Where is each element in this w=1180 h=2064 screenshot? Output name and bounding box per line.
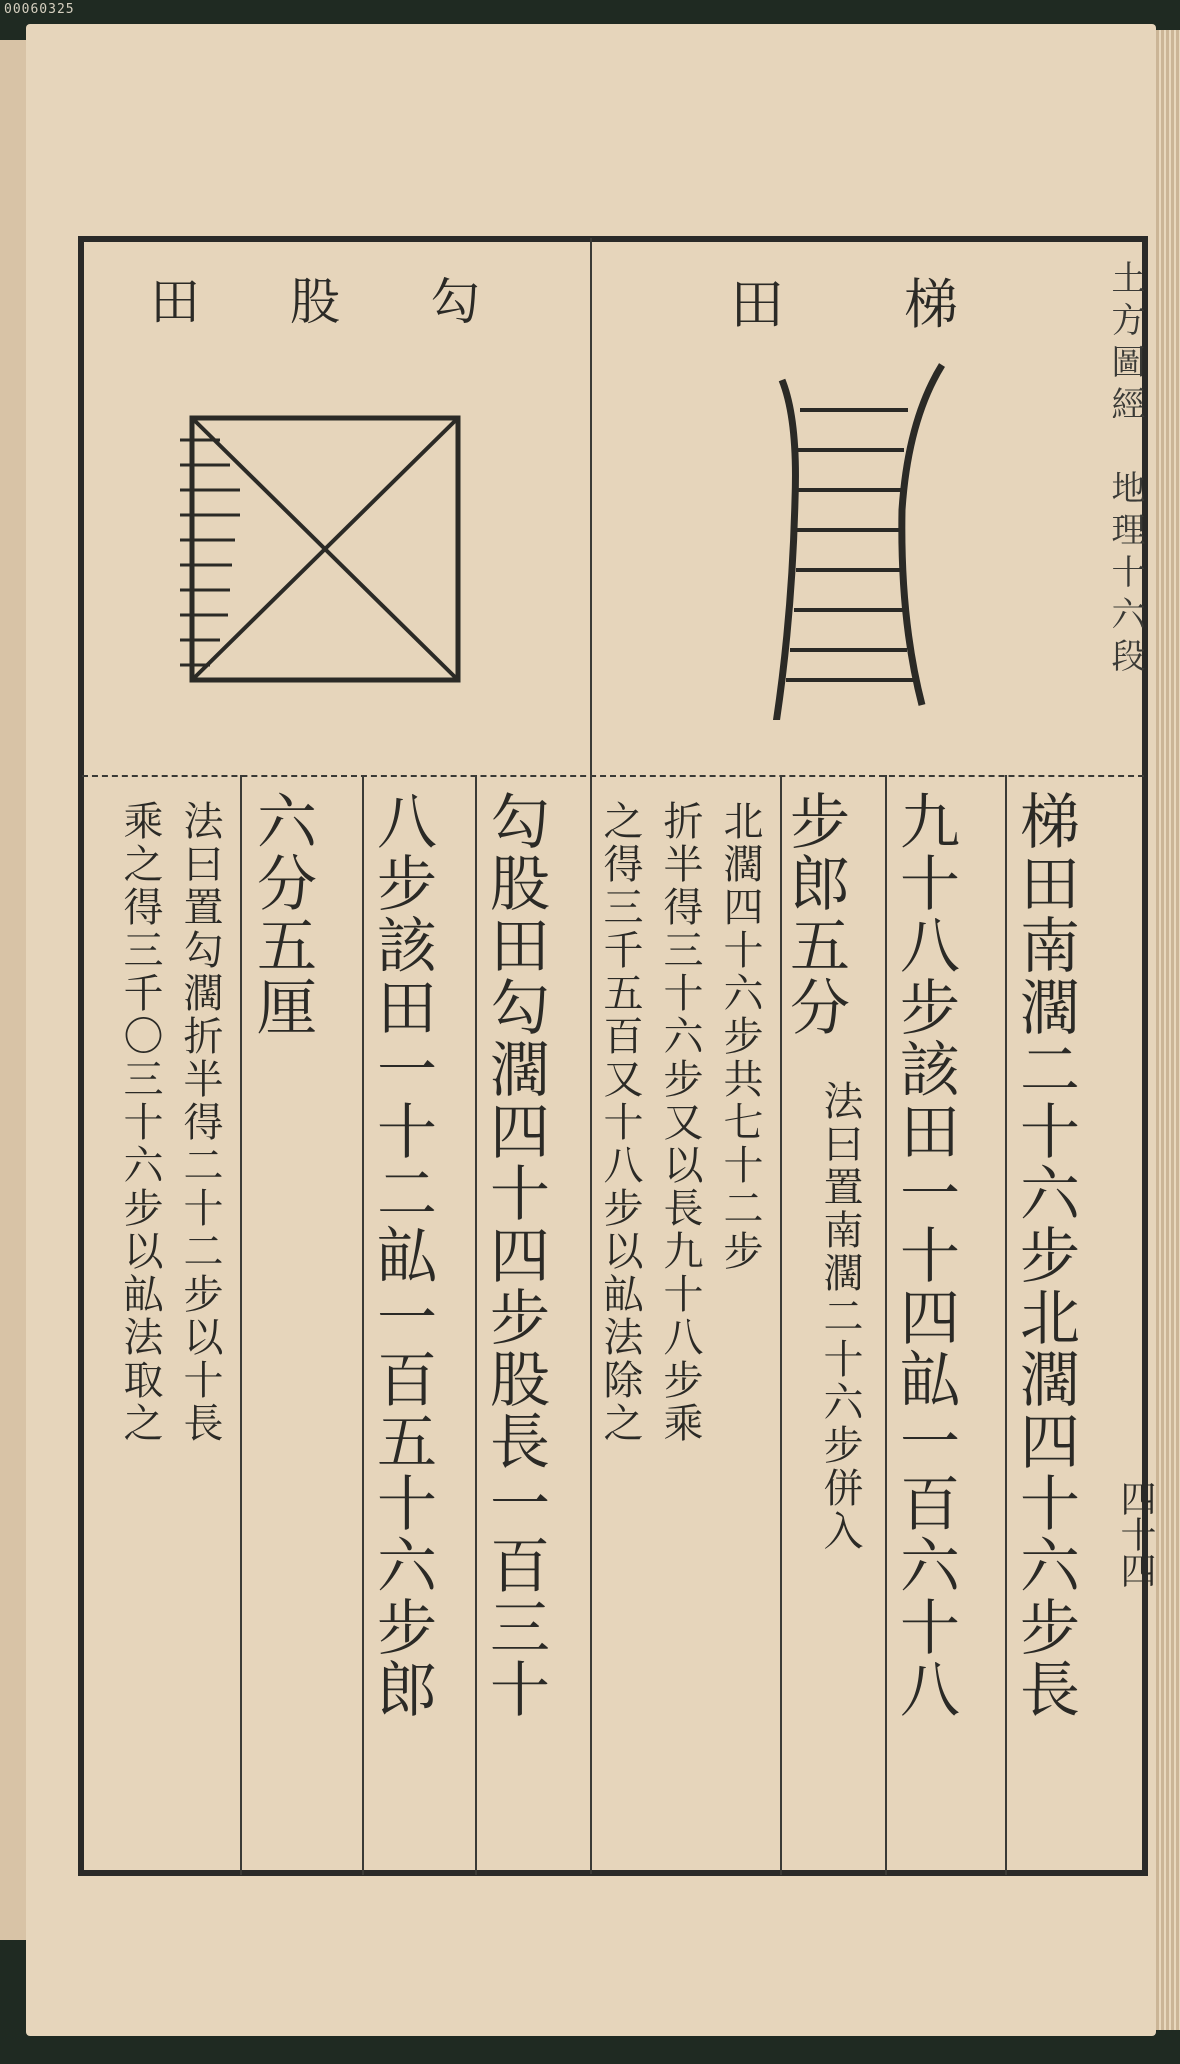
- column-rule: [240, 775, 242, 1875]
- triangle-method-line-2: 乘之得三千〇三十六步以畆法取之: [117, 800, 163, 1445]
- trapezoid-problem-line-2: 九十八步該田一十四畆一百六十八: [890, 790, 960, 1720]
- triangle-problem-line-2: 八步該田一十二畆一百五十六步郎: [367, 790, 437, 1720]
- trapezoid-method-line-1: 法曰置南濶二十六步併入: [817, 1080, 863, 1553]
- trapezoid-method-line-3: 折半得三十六步又以長九十八步乘: [657, 800, 703, 1445]
- page-stack-edge: [1156, 30, 1180, 2030]
- right-triangle-field-diagram: [180, 410, 470, 690]
- triangle-title: 勾股田: [150, 273, 570, 331]
- column-rule: [885, 775, 887, 1875]
- column-rule: [362, 775, 364, 1875]
- trapezoid-problem-line-1: 梯田南濶二十六步北濶四十六步長: [1010, 790, 1080, 1720]
- page-id-label: 00060325: [4, 2, 75, 17]
- triangle-method-line-1: 法曰置勾濶折半得二十二步以十長: [177, 800, 223, 1445]
- previous-page-edge: [0, 40, 28, 1940]
- trapezoid-title: 梯田: [730, 273, 1078, 336]
- trapezoid-method-line-4: 之得三千五百又十八步以畆法除之: [597, 800, 643, 1445]
- center-divider: [590, 238, 592, 1874]
- margin-header: 土方圖經 地理十六段: [1105, 260, 1145, 680]
- trapezoid-method-line-2: 北濶四十六步共七十二步: [717, 800, 763, 1273]
- column-rule: [1005, 775, 1007, 1875]
- column-rule: [475, 775, 477, 1875]
- folio-number: 四十四: [1115, 1480, 1156, 1588]
- trapezoid-field-diagram: [770, 360, 970, 720]
- triangle-problem-line-1: 勾股田勾濶四十四步股長一百三十: [480, 790, 550, 1720]
- triangle-problem-line-3: 六分五厘: [247, 790, 317, 1038]
- trapezoid-problem-line-3: 步郎五分: [780, 790, 850, 1038]
